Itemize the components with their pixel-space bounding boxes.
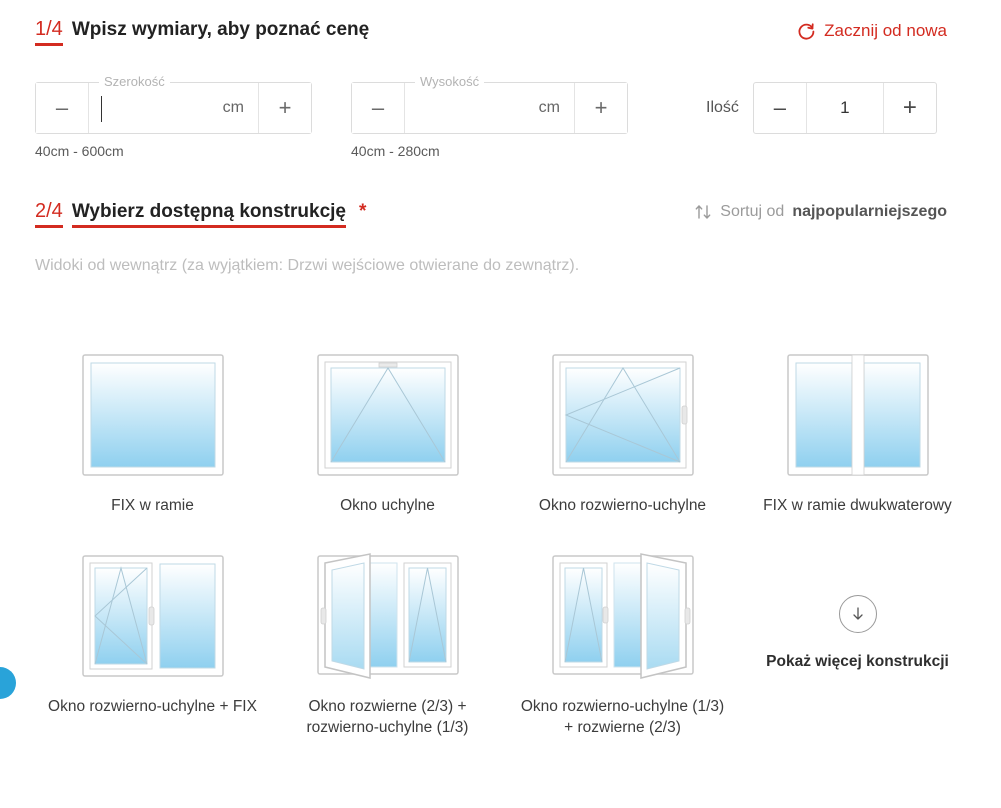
height-group — [351, 74, 628, 159]
sort-value: najpopularniejszego — [792, 203, 947, 220]
window-thumb-fix-double — [787, 350, 929, 480]
height-field-wrap[interactable] — [405, 74, 574, 133]
height-range-hint: 40cm - 280cm — [351, 143, 440, 159]
quantity-group — [706, 82, 937, 134]
reset-label: Zacznij od nowa — [824, 21, 947, 40]
width-label: Szerokość — [99, 74, 170, 89]
quantity-stepper — [753, 82, 937, 134]
construction-card-fix-double[interactable] — [740, 340, 975, 517]
window-thumb-fix — [82, 350, 224, 480]
construction-card-tilt-turn[interactable] — [505, 340, 740, 517]
sort-arrows-icon — [694, 203, 712, 221]
window-thumb-tilt — [317, 350, 459, 480]
construction-label: Okno rozwierno-uchylne + FIX — [48, 697, 257, 715]
text-caret — [101, 96, 102, 122]
construction-label: FIX w ramie dwukwaterowy — [763, 497, 952, 514]
step-2-title: Wybierz dostępną konstrukcję — [72, 201, 346, 228]
construction-label: Okno rozwierne (2/3) + rozwierno-uchylne (1/3) — [306, 697, 469, 736]
construction-card-tilt-turn-fix[interactable] — [35, 541, 270, 739]
construction-label: Okno uchylne — [340, 497, 435, 514]
required-asterisk: * — [358, 201, 367, 222]
construction-label: FIX w ramie — [111, 497, 194, 514]
step-2-number: 2/4 — [35, 200, 63, 228]
construction-card-open23-tilt13[interactable] — [270, 541, 505, 739]
width-decrement-button[interactable]: – — [36, 83, 89, 133]
step-1-title: Wpisz wymiary, aby poznać cenę — [71, 19, 370, 40]
construction-card-tilt13-open23[interactable] — [505, 541, 740, 739]
view-note: Widoki od wewnątrz (za wyjątkiem: Drzwi wejściowe otwierane do zewnątrz). — [35, 257, 580, 274]
window-thumb-tilt13-open23 — [543, 551, 703, 681]
quantity-decrement-button[interactable]: – — [754, 83, 807, 133]
arrow-down-circle-icon — [839, 595, 877, 633]
width-increment-button[interactable]: + — [258, 83, 311, 133]
width-unit: cm — [222, 99, 244, 116]
construction-label: Okno rozwierno-uchylne (1/3) + rozwierne (2/3) — [520, 697, 725, 736]
construction-card-fix[interactable] — [35, 340, 270, 517]
height-decrement-button[interactable]: – — [352, 83, 405, 133]
height-label: Wysokość — [415, 74, 484, 89]
quantity-increment-button[interactable]: + — [883, 83, 936, 133]
height-unit: cm — [538, 99, 560, 116]
width-group — [35, 74, 312, 159]
step-1-header — [35, 18, 369, 46]
construction-label: Okno rozwierno-uchylne — [538, 497, 707, 514]
quantity-value[interactable]: 1 — [840, 98, 850, 117]
window-thumb-tilt-turn-fix — [82, 551, 224, 681]
reset-button[interactable] — [797, 21, 947, 41]
refresh-icon — [797, 22, 816, 41]
width-field-wrap[interactable] — [89, 74, 258, 133]
height-increment-button[interactable]: + — [574, 83, 627, 133]
window-thumb-open23-tilt13 — [308, 551, 468, 681]
step-2-header — [35, 200, 366, 228]
window-thumb-tilt-turn — [552, 350, 694, 480]
step-1-number: 1/4 — [35, 18, 63, 46]
width-box — [35, 74, 312, 134]
show-more-label: Pokaż więcej konstrukcji — [766, 652, 949, 670]
construction-card-tilt[interactable] — [270, 340, 505, 517]
sort-control[interactable] — [694, 203, 947, 221]
chat-bubble-edge[interactable] — [0, 667, 16, 699]
height-box — [351, 74, 628, 134]
quantity-label: Ilość — [706, 99, 739, 116]
sort-prefix: Sortuj od — [720, 203, 785, 220]
show-more-button[interactable] — [740, 541, 975, 739]
construction-grid — [35, 340, 975, 739]
width-range-hint: 40cm - 600cm — [35, 143, 124, 159]
